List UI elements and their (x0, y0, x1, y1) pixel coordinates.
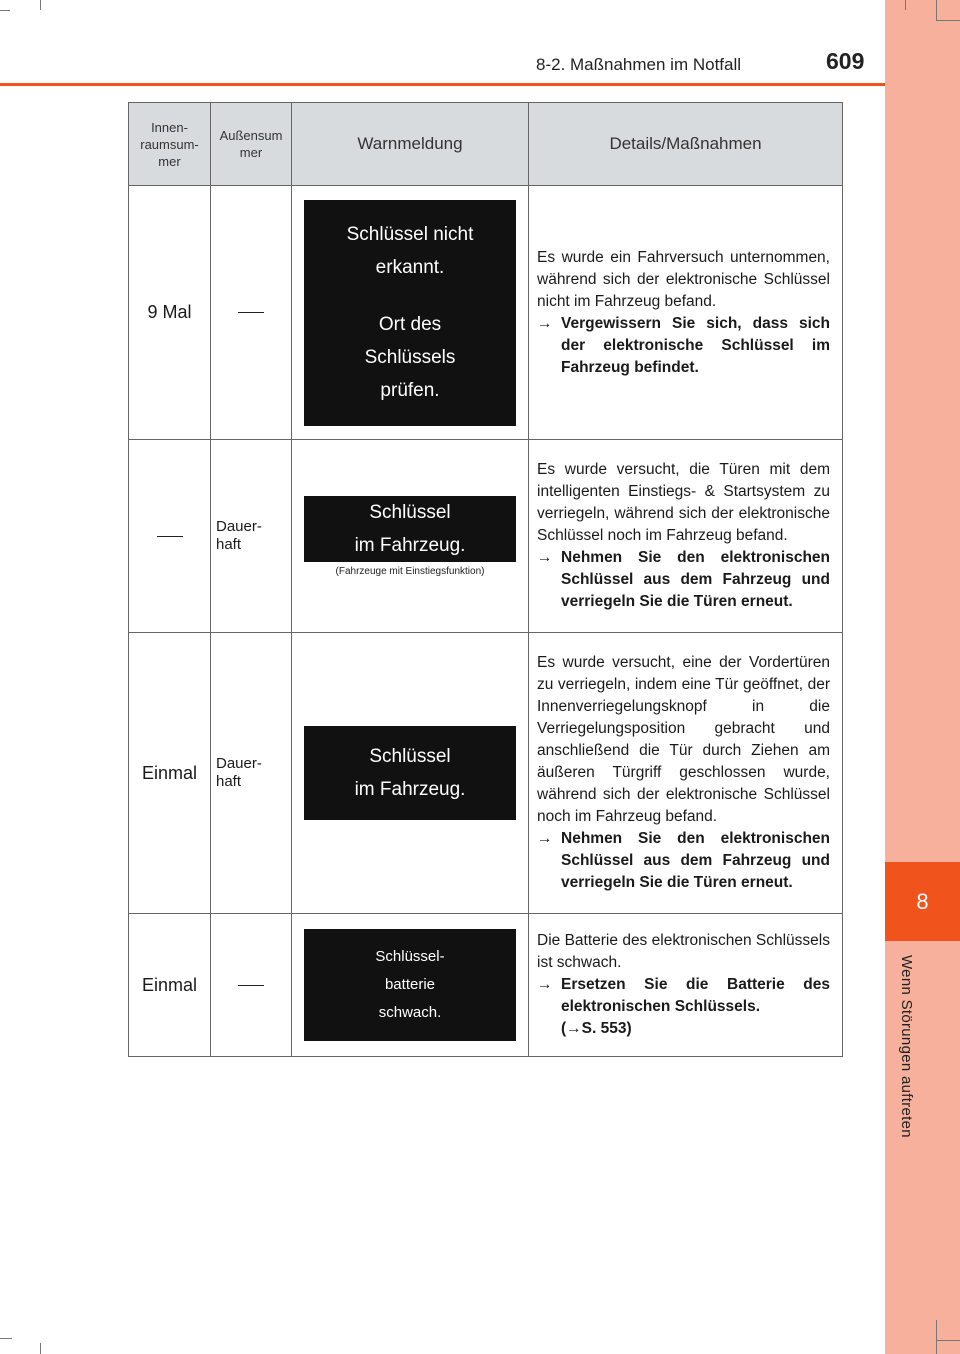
exterior-buzzer-cell (211, 914, 292, 1057)
chapter-title-text: Wenn Störungen auftreten (898, 955, 915, 1138)
chapter-title-vertical (885, 955, 921, 1170)
none-dash (238, 312, 264, 313)
details-cell (529, 186, 843, 440)
display-screen: Schlüssel nicht erkannt. Ort des Schlüssels prüfen. (304, 200, 516, 426)
table-row (129, 633, 843, 914)
details-cell (529, 633, 843, 914)
section-title: 8-2. Maßnahmen im Notfall (536, 55, 742, 74)
none-dash (238, 985, 264, 986)
arrow-icon: → (537, 976, 553, 993)
warning-message-cell (292, 914, 529, 1057)
interior-buzzer-cell: Einmal (129, 914, 211, 1057)
header-interior-buzzer: Innen- raumsum- mer (129, 103, 211, 186)
interior-buzzer-cell (129, 440, 211, 633)
warning-message-cell (292, 186, 529, 440)
crop-mark (0, 10, 10, 11)
crop-mark (936, 0, 937, 20)
details-cell (529, 914, 843, 1057)
exterior-buzzer-cell (211, 186, 292, 440)
interior-buzzer-cell: 9 Mal (129, 186, 211, 440)
warning-table (128, 102, 843, 1057)
display-screen: Schlüssel im Fahrzeug. (304, 496, 516, 562)
crop-mark (936, 1320, 937, 1354)
screen-note: (Fahrzeuge mit Einstiegsfunktion) (335, 565, 485, 577)
header-rule (0, 83, 885, 86)
crop-mark (0, 1338, 12, 1339)
chapter-number-tab: 8 (885, 862, 960, 941)
warning-message-cell (292, 633, 529, 914)
crop-mark (936, 20, 960, 21)
display-screen: Schlüssel- batterie schwach. (304, 929, 516, 1041)
action-text: → Ersetzen Sie die Batterie des elektronischen Schlüssels. (→S. 553) (537, 974, 830, 1040)
crop-mark (40, 0, 41, 10)
page-number: 609 (826, 48, 865, 74)
none-dash (157, 536, 183, 537)
table-row (129, 186, 843, 440)
action-text: → Nehmen Sie den elektronischen Schlüssel aus dem Fahrzeug und verriegeln Sie die Türen erneut. (537, 828, 830, 894)
header-warning-message: Warnmeldung (292, 103, 529, 186)
table-row (129, 440, 843, 633)
detail-text: Es wurde versucht, die Türen mit dem intelligenten Einstiegs- & Startsystem zu verriegeln, während sich der elektronische Schlüssel noch im Fahrzeug befand. (537, 461, 830, 544)
header-exterior-buzzer: Außensum mer (211, 103, 292, 186)
page-reference: (→S. 553) (561, 1020, 632, 1037)
detail-text: Es wurde ein Fahrversuch unternommen, während sich der elektronische Schlüssel nicht im Fahrzeug befand. (537, 248, 830, 310)
interior-buzzer-cell: Einmal (129, 633, 211, 914)
details-cell (529, 440, 843, 633)
warning-message-cell (292, 440, 529, 633)
exterior-buzzer-cell: Dauer- haft (211, 440, 292, 633)
action-text: → Nehmen Sie den elektronischen Schlüssel aus dem Fahrzeug und verriegeln Sie die Türen erneut. (537, 547, 830, 613)
crop-mark (40, 1343, 41, 1354)
arrow-icon: → (537, 830, 553, 847)
detail-text: Die Batterie des elektronischen Schlüssels ist schwach. (537, 932, 830, 971)
crop-mark (936, 1340, 960, 1341)
exterior-buzzer-cell: Dauer- haft (211, 633, 292, 914)
action-text: → Vergewissern Sie sich, dass sich der elektronische Schlüssel im Fahrzeug befindet. (537, 313, 830, 379)
header-details: Details/Maßnahmen (529, 103, 843, 186)
detail-text: Es wurde versucht, eine der Vordertüren zu verriegeln, indem eine Tür geöffnet, der Innenverriegelungsknopf in die Verriegelungsposition gebracht und anschließend die Tür durch Ziehen am äußeren Türgriff geschlossen wurde, während sich der elektronische Schlüssel noch im Fahrzeug befand. (537, 654, 830, 825)
table-header-row (129, 103, 843, 186)
table-row (129, 914, 843, 1057)
crop-mark (905, 0, 906, 10)
arrow-icon: → (537, 549, 553, 566)
display-screen: Schlüssel im Fahrzeug. (304, 726, 516, 820)
arrow-icon: → (537, 314, 553, 332)
